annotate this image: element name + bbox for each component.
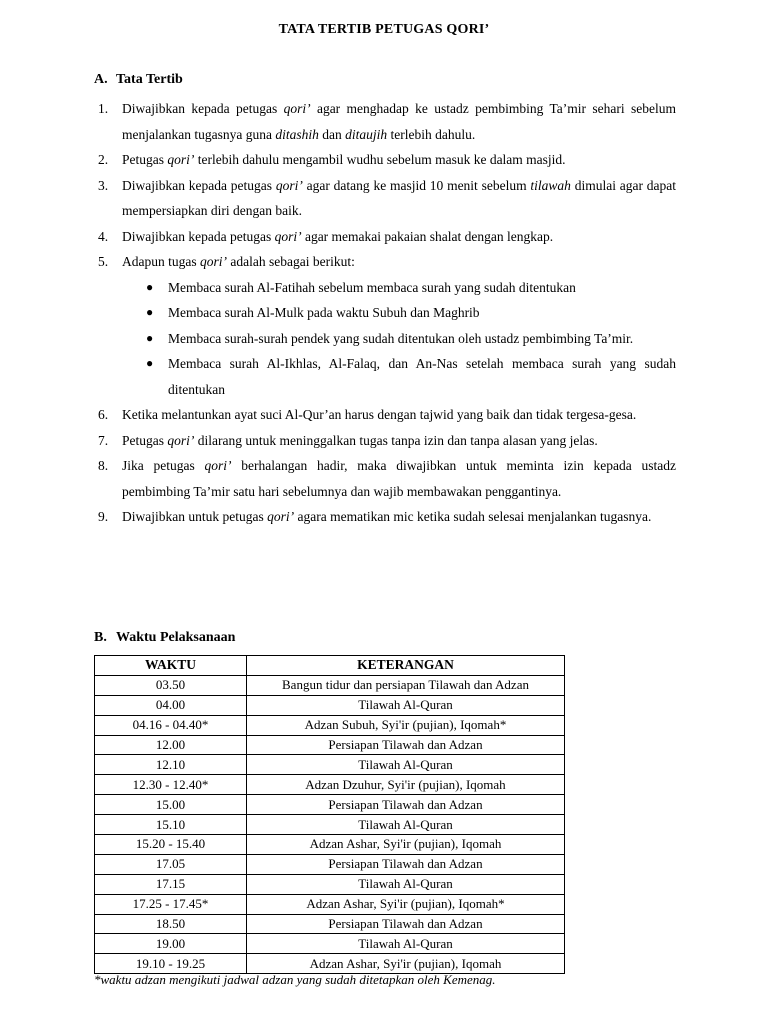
rule-item [94, 249, 676, 275]
rule-term-italic: qori’ [283, 101, 311, 116]
footnote: *waktu adzan mengikuti jadwal adzan yang sudah ditetapkan oleh Kemenag. [94, 972, 496, 987]
rule-term-italic: qori’ [267, 509, 295, 524]
schedule-row [95, 874, 565, 894]
schedule-note-cell: Tilawah Al-Quran [247, 695, 565, 715]
schedule-note-cell: Adzan Ashar, Syi'ir (pujian), Iqomah [247, 954, 565, 974]
schedule-time-cell: 03.50 [95, 675, 247, 695]
schedule-time-cell: 15.20 - 15.40 [95, 835, 247, 855]
schedule-note-cell: Adzan Ashar, Syi'ir (pujian), Iqomah* [247, 894, 565, 914]
bullet-icon: ● [146, 330, 154, 345]
bullet-icon: ● [146, 279, 154, 294]
schedule-time-cell: 12.10 [95, 755, 247, 775]
rule-text-part: Ketika melantunkan ayat suci Al-Qur’an harus dengan tajwid yang baik dan tidak tergesa-gesa. [122, 407, 637, 422]
rule-text-part: agar datang ke masjid 10 menit sebelum [302, 177, 531, 193]
rule-term-italic: qori’ [200, 254, 227, 269]
document-title: TATA TERTIB PETUGAS QORI’ [278, 22, 490, 37]
rule-text-part: Petugas [122, 432, 168, 448]
task-bullet-item [94, 351, 676, 402]
schedule-note-cell: Persiapan Tilawah dan Adzan [247, 795, 565, 815]
schedule-time-cell: 04.00 [95, 695, 247, 715]
schedule-row [95, 715, 565, 735]
rule-item [94, 453, 676, 504]
rule-text-part: adalah sebagai berikut: [227, 254, 355, 269]
schedule-row [95, 695, 565, 715]
schedule-row [95, 675, 565, 695]
section-a-letter: A. [94, 72, 108, 87]
rule-text [122, 254, 355, 269]
rule-number: 9. [98, 509, 109, 524]
rule-term-italic: ditashih [275, 126, 319, 142]
rule-text-part: Jika petugas [122, 458, 205, 473]
rule-text-part: dilarang untuk meninggalkan tugas tanpa izin dan tanpa alasan yang jelas. [194, 432, 598, 448]
bullet-text: Membaca surah-surah pendek yang sudah ditentukan oleh ustadz pembimbing Ta’mir. [168, 330, 634, 346]
rule-text-part: Diwajibkan kepada petugas [122, 177, 276, 193]
schedule-time-cell: 12.00 [95, 735, 247, 755]
task-bullet-item [94, 326, 676, 352]
bullet-text: Membaca surah Al-Mulk pada waktu Subuh dan Maghrib [168, 305, 480, 320]
schedule-time-cell: 04.16 - 04.40* [95, 715, 247, 735]
bullet-icon: ● [146, 356, 154, 370]
schedule-time-cell: 15.00 [95, 795, 247, 815]
rule-text [122, 433, 598, 448]
rule-item [94, 428, 676, 454]
rule-text-part: Diwajibkan untuk petugas [122, 509, 268, 524]
rule-text [122, 458, 676, 499]
section-b-heading [94, 630, 235, 646]
rule-item [94, 96, 676, 147]
rule-text [122, 509, 651, 524]
rule-term-italic: tilawah [530, 177, 571, 193]
rule-text-part: agara mematikan mic ketika sudah selesai menjalankan tugasnya. [294, 509, 652, 524]
rule-text-part: Adapun tugas [122, 254, 200, 269]
bullet-icon: ● [146, 305, 154, 319]
schedule-note-cell: Persiapan Tilawah dan Adzan [247, 854, 565, 874]
rule-term-italic: qori’ [204, 458, 232, 473]
schedule-note-cell: Persiapan Tilawah dan Adzan [247, 914, 565, 934]
schedule-time-cell: 17.25 - 17.45* [95, 894, 247, 914]
rule-number: 6. [98, 407, 109, 422]
rule-text-part: dan [318, 126, 346, 142]
section-a-label: Tata Tertib [116, 72, 183, 87]
schedule-row [95, 775, 565, 795]
section-b-label: Waktu Pelaksanaan [116, 630, 236, 645]
section-a-heading [94, 72, 183, 88]
rule-term-italic: ditaujih [345, 126, 388, 142]
schedule-row [95, 795, 565, 815]
rule-text-part: berhalangan hadir, maka diwajibkan untuk meminta izin kepada ustadz pembimbing Ta’mir satu hari sebelumnya dan wajib membawakan penggantinya. [122, 458, 676, 499]
schedule-time-cell: 17.15 [95, 874, 247, 894]
schedule-row [95, 894, 565, 914]
schedule-row [95, 854, 565, 874]
schedule-row [95, 954, 565, 974]
task-bullet-item [94, 300, 676, 326]
schedule-row [95, 835, 565, 855]
rule-number: 5. [98, 254, 109, 269]
schedule-row [95, 934, 565, 954]
rule-text [122, 152, 566, 167]
rule-text [122, 229, 553, 244]
rule-term-italic: qori’ [167, 152, 195, 167]
schedule-note-cell: Persiapan Tilawah dan Adzan [247, 735, 565, 755]
bullet-text: Membaca surah Al-Fatihah sebelum membaca surah yang sudah ditentukan [168, 279, 576, 295]
rule-text-part: terlebih dahulu mengambil wudhu sebelum masuk ke dalam masjid. [194, 152, 566, 167]
schedule-note-cell: Tilawah Al-Quran [247, 934, 565, 954]
rule-item [94, 173, 676, 224]
schedule-note-cell: Adzan Dzuhur, Syi'ir (pujian), Iqomah [247, 775, 565, 795]
rule-term-italic: qori’ [274, 228, 302, 244]
schedule-time-cell: 17.05 [95, 854, 247, 874]
rule-item [94, 224, 676, 250]
rule-item [94, 402, 676, 428]
schedule-note-cell: Tilawah Al-Quran [247, 755, 565, 775]
rule-text-part: dimulai agar dapat mempersiapkan diri dengan baik. [122, 177, 676, 218]
header-keterangan: KETERANGAN [247, 656, 565, 676]
schedule-note-cell: Adzan Ashar, Syi'ir (pujian), Iqomah [247, 835, 565, 855]
rule-text [122, 407, 636, 422]
bullet-text: Membaca surah Al-Ikhlas, Al-Falaq, dan An-Nas setelah membaca surah yang sudah ditentukan [168, 356, 676, 397]
rule-number: 8. [98, 458, 109, 473]
rule-item [94, 504, 676, 530]
schedule-note-cell: Adzan Subuh, Syi'ir (pujian), Iqomah* [247, 715, 565, 735]
task-bullet-item [94, 275, 676, 301]
schedule-time-cell: 12.30 - 12.40* [95, 775, 247, 795]
schedule-time-cell: 19.10 - 19.25 [95, 954, 247, 974]
schedule-time-cell: 18.50 [95, 914, 247, 934]
schedule-note-cell: Bangun tidur dan persiapan Tilawah dan Adzan [247, 675, 565, 695]
rule-term-italic: qori’ [275, 177, 303, 193]
rule-number: 1. [98, 101, 109, 116]
schedule-row [95, 815, 565, 835]
rule-text-part: Petugas [122, 152, 168, 167]
schedule-time-cell: 15.10 [95, 815, 247, 835]
rule-number: 2. [98, 152, 109, 167]
schedule-table [94, 655, 565, 974]
rule-text-part: Diwajibkan kepada petugas [122, 101, 284, 116]
schedule-row [95, 735, 565, 755]
schedule-row [95, 755, 565, 775]
schedule-note-cell: Tilawah Al-Quran [247, 815, 565, 835]
schedule-note-cell: Tilawah Al-Quran [247, 874, 565, 894]
rule-item [94, 147, 676, 173]
schedule-header-row [95, 656, 565, 676]
rule-term-italic: qori’ [167, 432, 195, 448]
rules-list [94, 96, 676, 530]
schedule-row [95, 914, 565, 934]
header-waktu: WAKTU [95, 656, 247, 676]
section-b-letter: B. [94, 630, 107, 645]
rule-number: 4. [98, 228, 109, 244]
rule-text-part: agar menghadap ke ustadz pembimbing Ta’mir sehari sebelum menjalankan tugasnya guna [122, 101, 677, 142]
rule-number: 7. [98, 432, 109, 448]
rule-text-part: Diwajibkan kepada petugas [122, 228, 275, 244]
rule-number: 3. [98, 177, 109, 193]
rule-text [122, 178, 676, 219]
rule-text-part: terlebih dahulu. [387, 126, 476, 142]
rule-text [122, 101, 676, 142]
schedule-time-cell: 19.00 [95, 934, 247, 954]
rule-text-part: agar memakai pakaian shalat dengan lengkap. [301, 228, 554, 244]
